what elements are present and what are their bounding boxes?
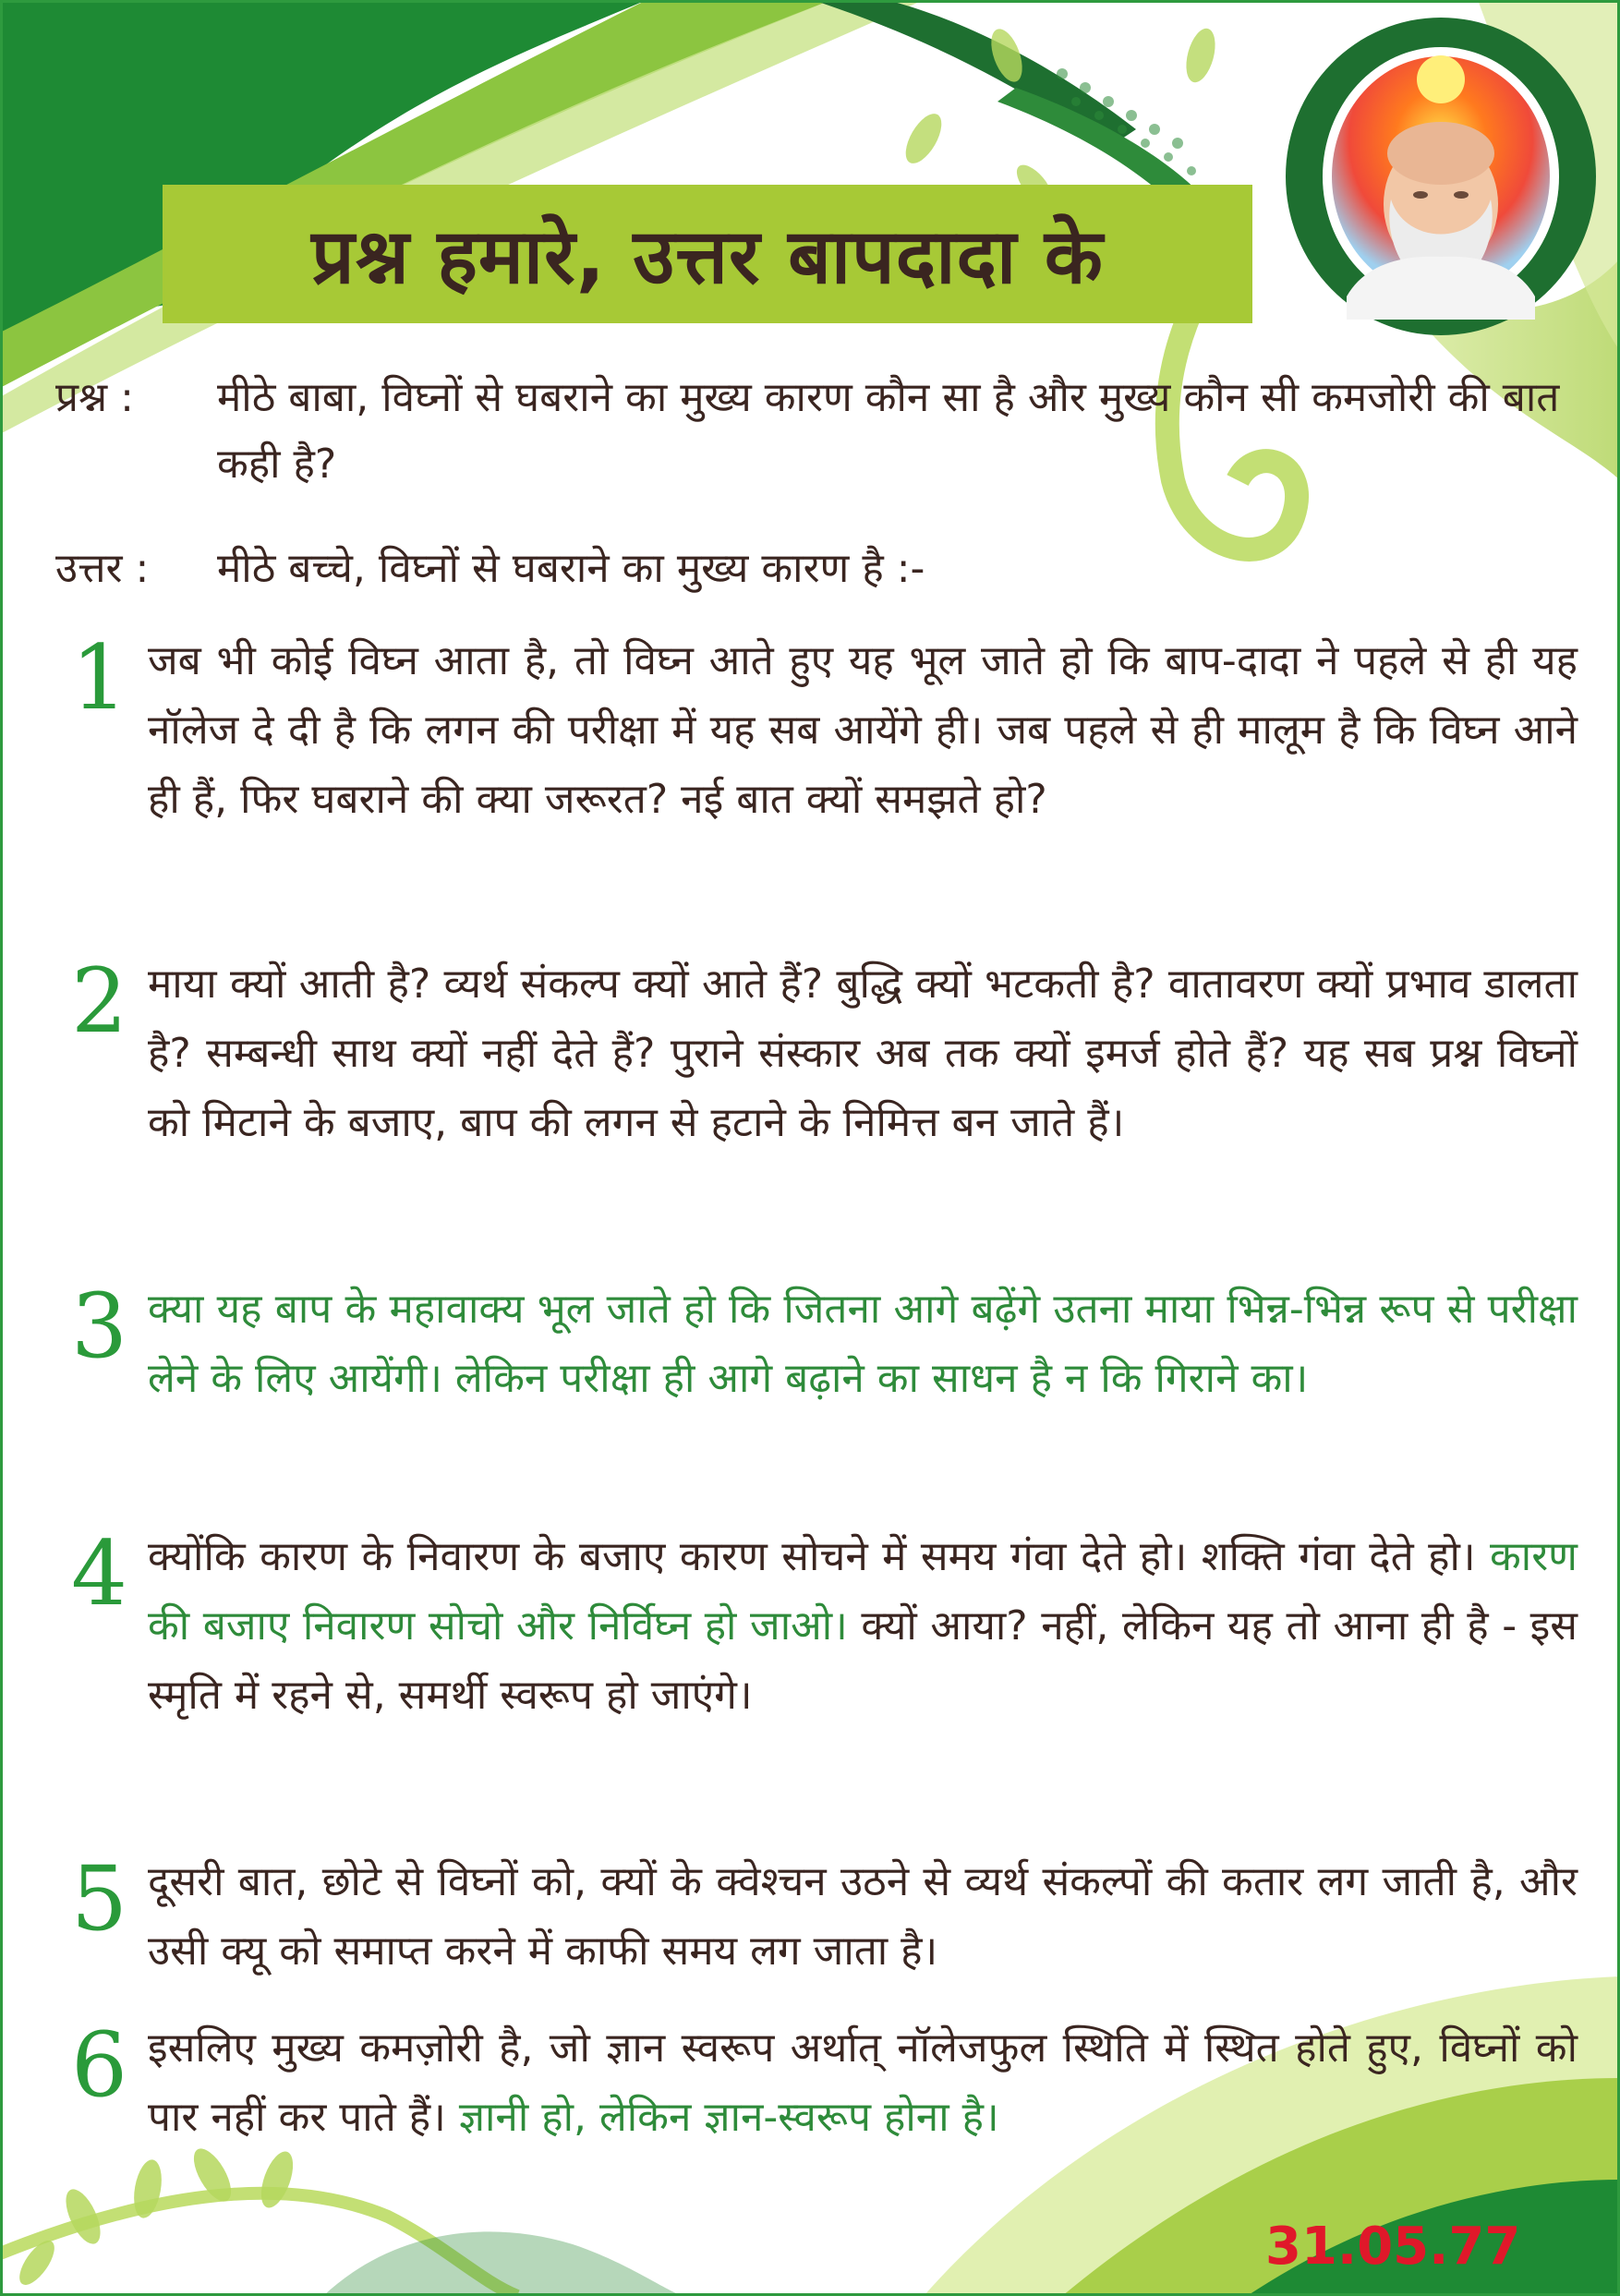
title-banner [163,185,1252,323]
portrait-frame [1282,15,1600,338]
point-3 [51,1275,1579,1413]
point-text: दूसरी बात, छोटे से विघ्नों को, क्यों के क्वेश्चन उठने से व्यर्थ संकल्पों की कतार लग जाती है, और उसी क्यू को समाप्त करने में काफी समय लग जाता है। [148,1858,1578,1975]
point-1 [51,626,1579,834]
point-text-part: क्योंकि कारण के निवारण के बजाए कारण सोचने में समय गंवा देते हो। शक्ति गंवा देते हो। [148,1533,1476,1580]
point-text-highlight: कारण की बजाए निवारण सोचो और निर्विघ्न हो जाओ। [148,1533,1578,1649]
point-text [148,1522,1578,1730]
point-2 [51,949,1579,1157]
point-text-part: इसलिए मुख्य कमज़ोरी है, जो ज्ञान स्वरूप अर्थात् नॉलेजफुल स्थिति में स्थित होते हुए, विघ्नों को पार नहीं कर पाते हैं। [148,2024,1578,2141]
point-6 [51,2013,1579,2152]
point-number: 4 [70,1522,128,1625]
point-number: 6 [70,2013,128,2117]
point-text: माया क्यों आती है? व्यर्थ संकल्प क्यों आते हैं? बुद्धि क्यों भटकती है? वातावरण क्यों प्रभाव डालता है? सम्बन्धी साथ क्यों नहीं देते हैं? पुराने संस्कार अब तक क्यों इमर्ज होते हैं? यह सब प्रश्न विघ्नों को मिटाने के बजाए, बाप की लगन से हटाने के निमित्त बन जाते हैं। [148,961,1578,1146]
point-number: 1 [70,626,128,730]
point-text-part: क्यों आया? नहीं, लेकिन यह तो आना ही है - इस स्मृति में रहने से, समर्थी स्वरूप हो जाएंगे। [148,1602,1578,1719]
portrait-image [1282,15,1600,338]
date-stamp: 31.05.77 [1265,2217,1521,2277]
answer-block [55,536,1579,602]
point-text [148,2013,1578,2152]
point-number: 2 [70,949,128,1053]
answer-text: मीठे बच्चे, विघ्नों से घबराने का मुख्य कारण है :- [217,545,925,592]
point-number: 3 [70,1275,128,1378]
point-number: 5 [70,1847,128,1951]
point-text-highlight: ज्ञानी हो, लेकिन ज्ञान-स्वरूप होना है। [458,2094,999,2141]
answer-label: उत्तर : [55,545,150,592]
point-text: जब भी कोई विघ्न आता है, तो विघ्न आते हुए यह भूल जाते हो कि बाप-दादा ने पहले से ही यह नॉलेज दे दी है कि लगन की परीक्षा में यह सब आयेंगे ही। जब पहले से ही मालूम है कि विघ्न आने ही हैं, फिर घबराने की क्या जरूरत? नई बात क्यों समझते हो? [148,637,1578,823]
point-5 [51,1847,1579,1986]
point-text: क्या यह बाप के महावाक्य भूल जाते हो कि जितना आगे बढ़ेंगे उतना माया भिन्न-भिन्न रूप से परीक्षा लेने के लिए आयेंगी। लेकिन परीक्षा ही आगे बढ़ाने का साधन है न कि गिराने का। [148,1286,1578,1402]
question-block [55,365,1579,498]
page-title: प्रश्न हमारे, उत्तर बापदादा के [311,213,1104,301]
question-text: मीठे बाबा, विघ्नों से घबराने का मुख्य कारण कौन सा है और मुख्य कौन सी कमजोरी की बात कही है? [217,374,1560,488]
question-label: प्रश्न : [55,374,134,421]
point-4 [51,1522,1579,1730]
